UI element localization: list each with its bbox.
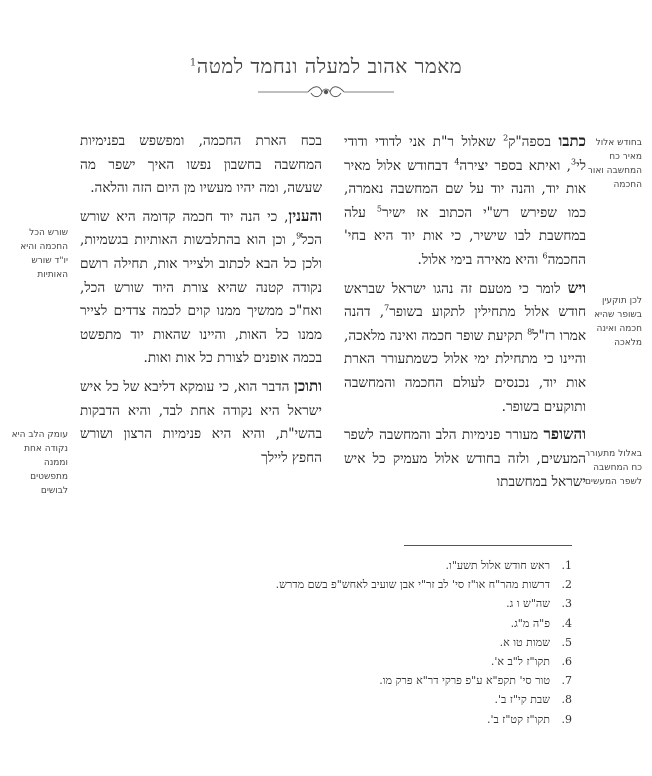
lead-word: כתבו	[558, 132, 586, 150]
lead-word: והענין	[288, 206, 322, 225]
left-column	[80, 130, 322, 474]
footnote-item	[72, 594, 572, 613]
text-run: , וכן הוא בהתלבשות האותיות בגשמיות, ולכן כל הבא לכתוב ולצייר אות, תחילה רושם נקודה קטנה שהיא צורת היוד שורש הכל, ואח"כ ממשיך ממנו קוים לכמה צדדים לצייר ממנו כל האות, והיינו שהאות יוד מתפשט בכמה אופנים לצורת כל אות ואות.	[80, 232, 322, 367]
footnote-ref: 7	[384, 303, 390, 313]
footnote-text: טור סי' תקפ"א ע"פ פרקי דר"א פרק מו.	[379, 674, 550, 688]
footnote-number: 8.	[561, 693, 572, 707]
footnote-text: תקו"ז קט"ז ב'.	[486, 712, 550, 726]
text-run: תקיעת שופר חכמה ואינה מלאכה, והיינו כי מתחילת ימי אלול כשמתעורר הארת אות יוד, נכנסים לעולם החכמה והמחשבה ותוקעים בשופר.	[344, 327, 586, 415]
text-run: דבחודש אלול מאיר אות יוד, והנה יוד על שם המחשבה נאמרה, כמו שפירש רש"י הכתוב אז ישיר	[344, 157, 586, 221]
paragraph-2	[344, 277, 586, 420]
footnote-number: 9.	[561, 712, 572, 726]
text-run: עלה במחשבת לבו שישיר, כי אות יוד היא בחי' החכמה	[344, 204, 586, 268]
footnote-ref: 4	[454, 157, 460, 167]
footnote-text: שבת קי"ז ב'.	[494, 693, 550, 707]
margin-note-4: שורש הכל החכמה והיא יו"ד שורש האותיות	[20, 228, 68, 280]
footnote-ref: 5	[376, 204, 382, 214]
footnote-ref: 6	[542, 251, 548, 261]
title-text: מאמר אהוב למעלה ונחמד למטה	[196, 54, 463, 78]
right-column	[344, 130, 586, 499]
footnote-ref: 2	[503, 133, 509, 143]
paragraph-1	[344, 130, 586, 273]
paragraph-4	[80, 130, 322, 201]
text-run: , דהנה אמרו רז"ל	[344, 304, 586, 344]
footnote-divider	[404, 545, 572, 546]
footnote-item	[72, 575, 572, 594]
footnote-item	[72, 690, 572, 709]
margin-note-2: לכן תוקעין בשופר שהיא חכמה ואינה מלאכה	[594, 296, 642, 348]
text-run: והיא מאירה בימי אלול.	[417, 251, 543, 268]
title-ornament-icon	[256, 84, 396, 100]
footnote-number: 7.	[561, 674, 572, 688]
footnote-text: שמות טו א.	[499, 635, 550, 649]
footnote-item	[72, 614, 572, 633]
footnote-item	[72, 633, 572, 652]
lead-word: והשופר	[543, 425, 586, 444]
margin-note-5: עומק הלב היא נקודה אחת וממנה מתפשטים לבושים	[11, 430, 68, 496]
footnote-item	[72, 671, 572, 690]
title-footnote-ref: 1	[189, 57, 197, 69]
lead-word: ותוכן	[294, 376, 322, 395]
paragraph-5	[80, 205, 322, 371]
footnote-ref: 9	[296, 231, 302, 241]
footnote-number: 6.	[561, 655, 572, 669]
footnote-text: תקו"ז ל"ב א'.	[490, 655, 550, 669]
text-run: , כי הנה יוד חכמה קדומה היא שורש הכל	[80, 208, 322, 249]
footnote-number: 4.	[561, 616, 572, 630]
text-run: מעורר פנימיות הלב והמחשבה לשפר המעשים, ולזה בחודש אלול מעמיק כל איש ישראל במחשבתו	[344, 427, 586, 491]
page-title	[0, 54, 652, 79]
footnote-text: פ"ה מ"ג.	[510, 616, 550, 630]
lead-word: ויש	[567, 278, 586, 297]
footnote-ref: 3	[570, 157, 577, 167]
margin-note-3: באלול מתעורר כח המחשבה לשפר המעשים	[584, 449, 642, 487]
paragraph-3	[344, 423, 586, 495]
margin-note-1: בחודש אלול מאיר כח המחשבה ואור החכמה	[587, 138, 642, 190]
footnote-text: שה"ש ו ג.	[506, 597, 550, 611]
footnote-number: 1.	[561, 559, 572, 572]
footnote-ref: 8	[527, 327, 533, 337]
footnote-text: ראש חודש אלול תשע"ו.	[445, 559, 550, 572]
footnotes-list	[72, 556, 572, 729]
footnote-number: 5.	[561, 635, 572, 649]
footnote-item	[72, 556, 572, 575]
text-run: בכח הארת החכמה, ומפשפש בפנימיות המחשבה בחשבון נפשו האיך ישפר מה שעשה, ומה יהיו מעשיו מן היום הזה והלאה.	[80, 133, 322, 197]
footnote-number: 3.	[561, 597, 572, 611]
footnote-text: דרשות מהר"ח או"ז סי' לב זר"י אבן שועיב לאחש"פ בשם מדרש.	[275, 578, 550, 592]
text-run: , ואיתא בספר יצירה	[459, 157, 571, 174]
footnote-item	[72, 652, 572, 671]
paragraph-6	[80, 375, 322, 470]
text-run: בספה"ק	[508, 134, 559, 150]
text-run: הדבר הוא, כי עומקא דליבא של כל איש ישראל היא נקודה אחת לבד, והיא הדבקות בהשי"ת, והיא היא פנימיות הרצון ושורש החפץ ליילך	[80, 378, 322, 466]
footnote-item	[72, 710, 572, 729]
footnote-number: 2.	[561, 578, 572, 592]
text-run: שאלול ר"ת אני לדודי ודודי לי	[344, 134, 586, 174]
text-run: לומר כי מטעם זה נהגו ישראל שבראש חודש אלול מתחילין לתקוע בשופר	[344, 280, 587, 321]
